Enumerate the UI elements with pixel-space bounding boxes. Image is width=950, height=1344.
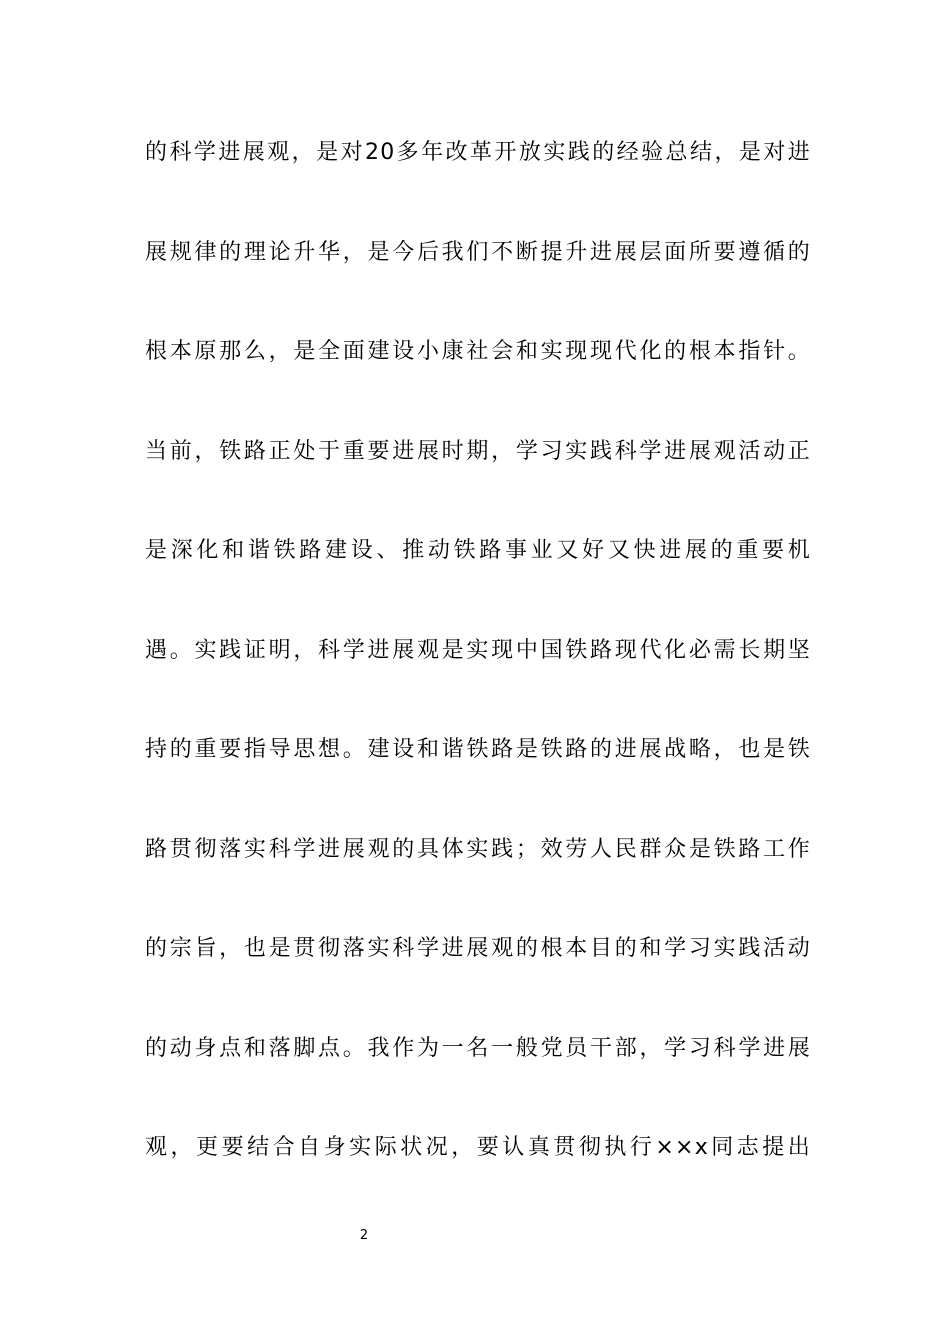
text-line-11: 观，更要结合自身实际状况，要认真贯彻执行××x同志提出 — [145, 1135, 811, 1160]
body-text — [145, 127, 811, 1222]
text-line-8: 路贯彻落实科学进展观的具体实践；效劳人民群众是铁路工作 — [145, 836, 811, 862]
text-line-7: 持的重要指导思想。建设和谐铁路是铁路的进展战略，也是铁 — [145, 737, 811, 762]
page-number: 2 — [359, 1228, 369, 1243]
text-line-1: 的科学进展观，是对20多年改革开放实践的经验总结，是对进 — [145, 140, 811, 165]
text-line-2: 展规律的理论升华，是今后我们不断提升进展层面所要遵循的 — [145, 239, 811, 265]
text-line-3: 根本原那么，是全面建设小康社会和实现现代化的根本指针。 — [145, 339, 811, 364]
text-line-9: 的宗旨，也是贯彻落实科学进展观的根本目的和学习实践活动 — [145, 936, 811, 961]
text-line-10: 的动身点和落脚点。我作为一名一般党员干部，学习科学进展 — [145, 1035, 811, 1061]
text-line-5: 是深化和谐铁路建设、推动铁路事业又好又快进展的重要机 — [145, 538, 811, 563]
text-line-4: 当前，铁路正处于重要进展时期，学习实践科学进展观活动正 — [145, 438, 811, 464]
text-line-6: 遇。实践证明，科学进展观是实现中国铁路现代化必需长期坚 — [145, 637, 811, 663]
